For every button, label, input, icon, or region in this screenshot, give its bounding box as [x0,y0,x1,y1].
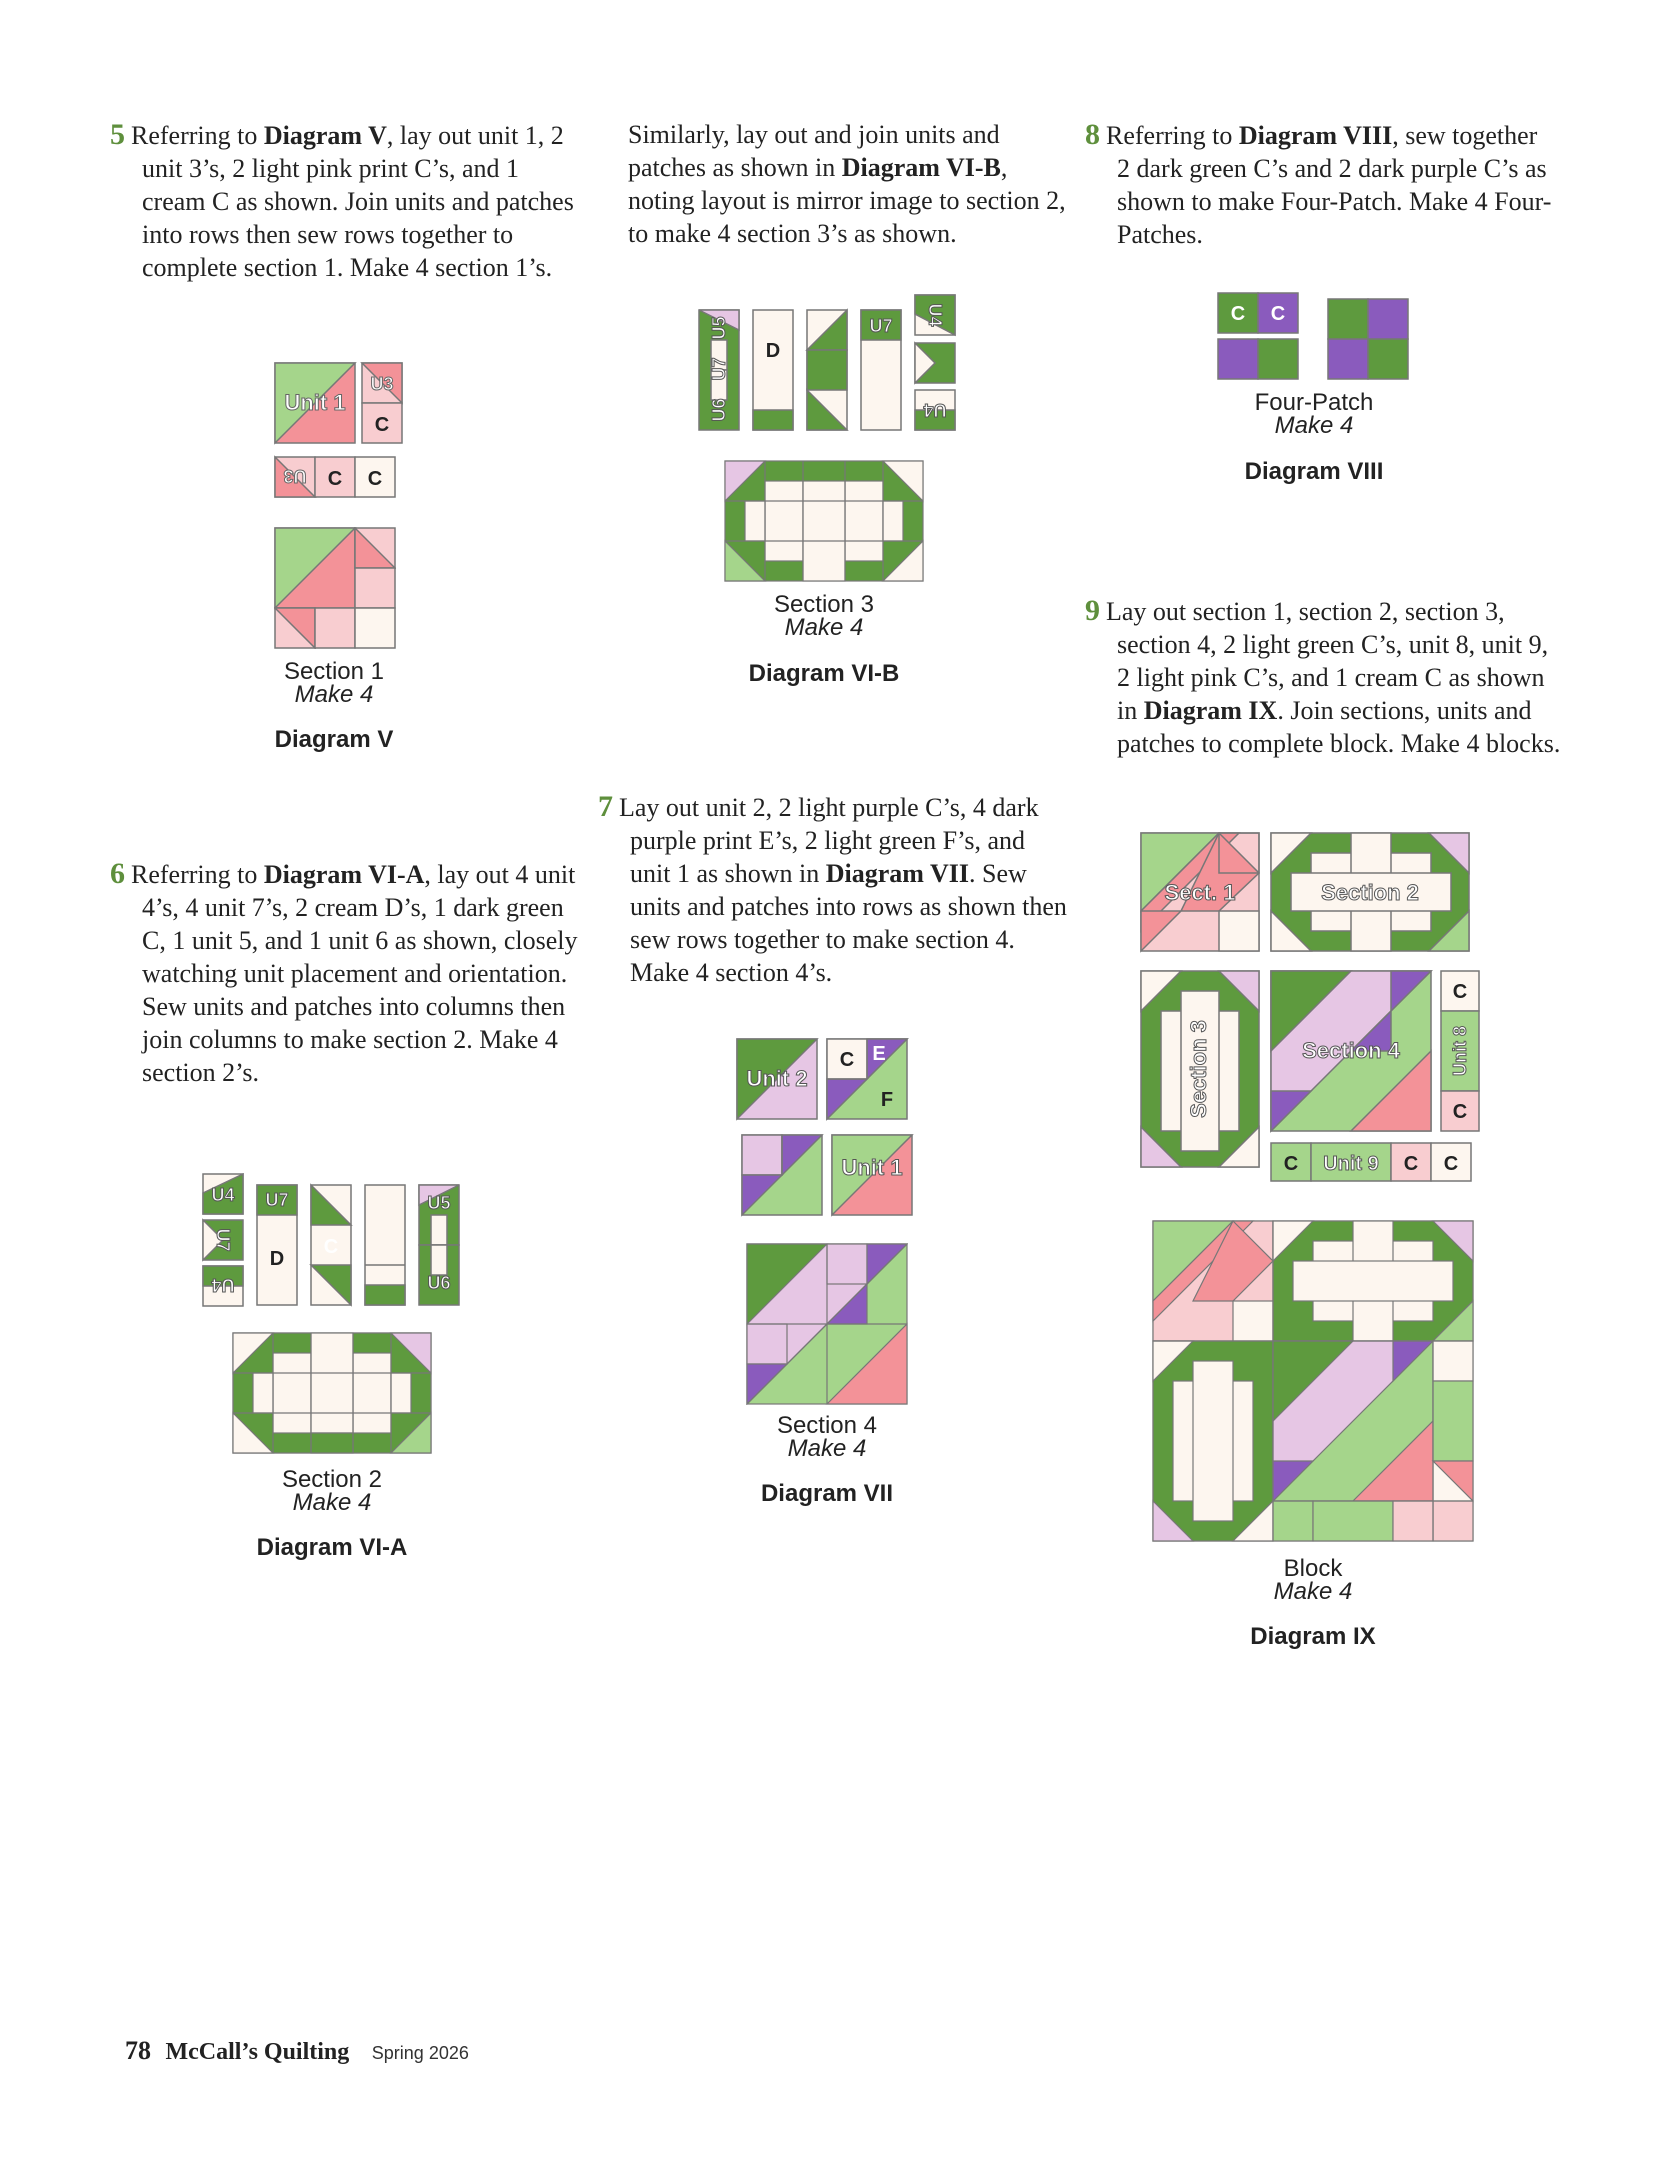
caption-make: Make 4 [784,614,864,641]
caption-make: Make 4 [1273,1578,1353,1605]
c-label: C [1230,303,1246,325]
step-6 [110,857,580,1089]
u7-label: U7 [869,316,893,336]
diagram-ix-caption [1213,1557,1413,1603]
caption-make: Make 4 [1274,412,1354,439]
unit9-label: Unit 9 [1323,1153,1379,1175]
c-label: C [1452,1101,1468,1123]
caption-make: Make 4 [787,1435,867,1462]
diagram-via-name: Diagram VI-A [256,1534,408,1561]
step-5 [110,118,580,284]
u6-label: U6 [709,398,729,422]
unit1-label: Unit 1 [841,1155,903,1180]
c-label: C [1443,1153,1459,1175]
step-text: , lay out 4 unit 4’s, 4 unit 7’s, 2 cream D’s, 1 dark green C, 1 unit 5, and 1 unit 6 as shown, closely watching unit placement and orientation. Sew units and patches into columns then join columns to make section 2. Make 4 section 2’s. [142,860,578,1087]
step-9 [1085,594,1565,760]
e-label: E [872,1043,886,1065]
d-label: D [269,1248,285,1270]
unit1-label: Unit 1 [284,390,346,415]
caption-make: Make 4 [294,681,374,708]
u5-label: U5 [709,316,729,340]
c-label: C [323,1236,339,1258]
diagram-vib-units [698,294,958,432]
step-number: 9 [1085,594,1100,627]
diagram-via-section2 [232,1332,432,1454]
c-label: C [367,468,383,490]
step-6-continued [628,118,1068,250]
diagram-vib-name: Diagram VI-B [748,660,900,687]
section3-label: Section 3 [1186,1020,1211,1118]
diagram-vii-name: Diagram VII [760,1480,894,1507]
u4-label: U4 [925,303,945,327]
page-footer [125,2036,469,2066]
diagram-vib-section3 [724,460,924,582]
diagram-v-section1 [274,527,396,649]
step-number: 7 [598,790,613,823]
unit2-label: Unit 2 [746,1066,808,1091]
u4-label: U4 [923,400,947,420]
step-text: Lay out unit 2, 2 light purple C’s, 4 dark purple print E’s, 2 light green F’s, and unit 1 as shown in [619,793,1039,888]
step-text: Referring to [131,860,264,889]
diagram-v-units [274,362,404,500]
magazine-title: McCall’s Quilting [165,2039,350,2065]
caption-title: Section 3 [773,591,875,618]
u3-label: U3 [283,466,307,486]
caption-title: Section 2 [281,1466,383,1493]
caption-title: Section 4 [776,1412,878,1439]
section2-label: Section 2 [1321,880,1419,905]
diagram-vii-caption [727,1414,927,1460]
step-8 [1085,118,1555,251]
c-label: C [374,414,390,436]
step-text: Referring to [131,121,264,150]
unit8-label: Unit 8 [1450,1025,1470,1077]
c-label: C [1270,303,1286,325]
c-label: C [1283,1153,1299,1175]
u4-label: U4 [211,1275,235,1295]
step-text: Lay out section 1, section 2, section 3, section 4, 2 light green C’s, unit 8, unit 9, 2 light pink C’s, and 1 cream C as shown in [1106,597,1549,725]
u6-label: U6 [427,1273,451,1293]
section4-label: Section 4 [1302,1038,1400,1063]
diagram-ref: Diagram V [263,121,387,150]
diagram-ref: Diagram VII [825,859,969,888]
c-label: C [1403,1153,1419,1175]
diagram-ref: Diagram IX [1143,696,1278,725]
u5-label: U5 [427,1193,451,1213]
u7-label: U7 [709,357,729,381]
diagram-vii-units [736,1038,916,1218]
caption-title: Section 1 [283,658,385,685]
u3-label: U3 [370,374,394,394]
caption-title: Block [1283,1555,1343,1582]
diagram-ix-name: Diagram IX [1250,1623,1376,1650]
diagram-ix-layout [1140,832,1480,1184]
diagram-v-caption [234,660,434,706]
u4-label: U4 [211,1185,235,1205]
step-number: 6 [110,857,125,890]
step-text: Similarly, lay out and join units and patches as shown in [628,120,1000,182]
diagram-v-name: Diagram V [274,726,394,753]
diagram-ref: Diagram VI-A [263,860,425,889]
step-text: . Sew units and patches into rows as shown then sew rows together to make section 4. Make 4 section 4’s. [630,859,1067,987]
f-label: F [880,1089,894,1111]
step-number: 8 [1085,118,1100,151]
c-label: C [1452,981,1468,1003]
page-number: 78 [125,2036,151,2065]
sect1-label: Sect. 1 [1164,880,1236,905]
issue-date: Spring 2026 [371,2043,469,2063]
diagram-via-caption [232,1468,432,1514]
step-text: , lay out unit 1, 2 unit 3’s, 2 light pink print C’s, and 1 cream C as shown. Join units and patches into rows then sew rows together to complete section 1. Make 4 section 1’s. [142,121,574,282]
diagram-viii-caption [1214,391,1414,437]
diagram-viii-units [1217,292,1411,382]
diagram-via-units [202,1173,462,1307]
diagram-ix-block [1152,1220,1474,1542]
diagram-viii-name: Diagram VIII [1244,458,1384,485]
step-number: 5 [110,118,125,151]
c-label: C [327,468,343,490]
step-text: , noting layout is mirror image to section 2, to make 4 section 3’s as shown. [628,153,1066,248]
step-text: . Join sections, units and patches to complete block. Make 4 blocks. [1117,696,1561,758]
c-label: C [839,1049,855,1071]
d-label: D [765,340,781,362]
diagram-vii-section4 [746,1243,908,1405]
diagram-vib-caption [724,593,924,639]
caption-title: Four-Patch [1254,389,1374,416]
diagram-ref: Diagram VI-B [841,153,1001,182]
u7-label: U7 [213,1228,233,1252]
step-text: Referring to [1106,121,1239,150]
step-text: , sew together 2 dark green C’s and 2 dark purple C’s as shown to make Four-Patch. Make 4 Four-Patches. [1117,121,1552,249]
diagram-ref: Diagram VIII [1238,121,1393,150]
u7-label: U7 [265,1190,289,1210]
caption-make: Make 4 [292,1489,372,1516]
step-7 [598,790,1068,989]
